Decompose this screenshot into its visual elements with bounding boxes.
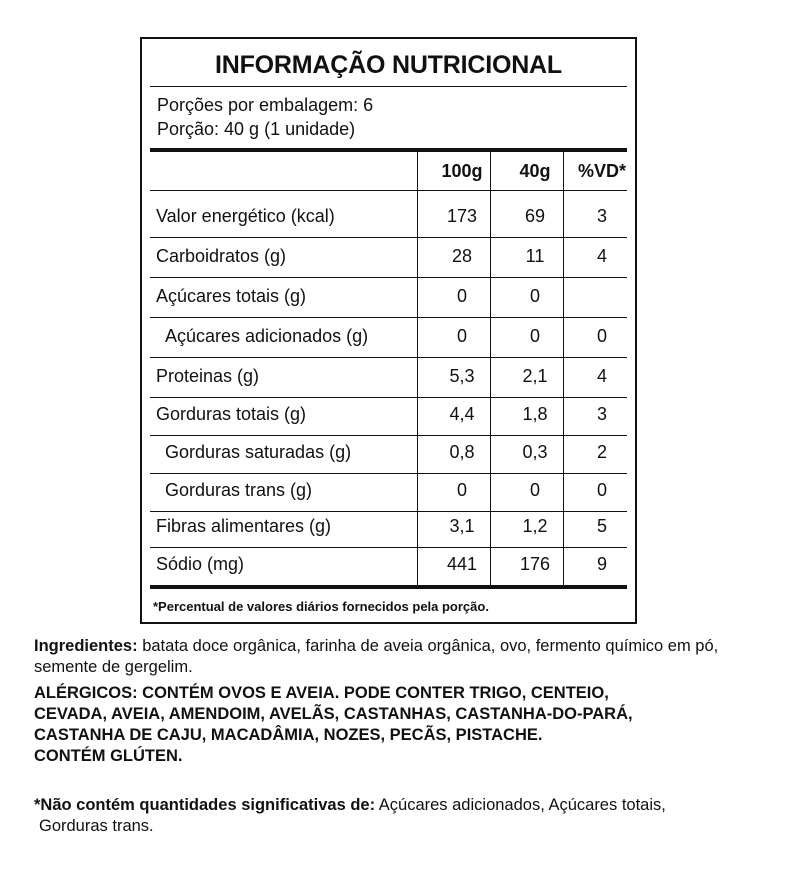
table-row [150,199,627,238]
column-header-vd: %VD* [577,161,626,181]
ingredients-label: Ingredientes: [34,637,138,655]
cell-vd: 4 [596,246,607,266]
table-header-row [150,152,627,191]
row-label: Valor energético (kcal) [156,206,335,226]
thick-divider-bottom [150,585,627,589]
nutrition-facts-panel [140,37,637,624]
cell-vd: 4 [596,366,607,386]
cell-vd: 3 [596,206,607,226]
cell-40g: 2,1 [522,366,548,386]
allergens-line: CEVADA, AVEIA, AMENDOIM, AVELÃS, CASTANHAS, CASTANHA-DO-PARÁ, [34,705,633,723]
row-label: Açúcares totais (g) [156,286,307,306]
table-row [150,279,627,318]
allergens-line: CONTÉM GLÚTEN. [34,747,183,765]
cell-vd: 9 [596,554,607,574]
cell-40g: 0 [529,326,540,346]
not-significant-label: *Não contém quantidades significativas de: [34,796,376,814]
cell-40g: 0,3 [522,442,548,462]
cell-40g: 69 [524,206,546,226]
cell-vd: 5 [596,516,607,536]
cell-vd: 3 [596,404,607,424]
serving-size: Porção: 40 g (1 unidade) [157,119,356,139]
row-label: Carboidratos (g) [156,246,287,266]
cell-100g: 0 [456,286,467,306]
table-row [150,239,627,278]
table-row [150,359,627,398]
table-row [150,435,627,474]
cell-40g: 1,2 [522,516,548,536]
table-row [150,473,627,512]
cell-vd: 0 [596,326,607,346]
cell-40g: 11 [525,246,545,266]
table-row [150,319,627,358]
servings-per-package: Porções por embalagem: 6 [157,95,374,115]
row-label: Açúcares adicionados (g) [165,326,369,346]
cell-100g: 5,3 [449,366,475,386]
cell-40g: 176 [519,554,551,574]
cell-100g: 0 [456,326,467,346]
row-label: Gorduras totais (g) [156,404,307,424]
cell-40g: 0 [529,286,540,306]
row-label: Gorduras trans (g) [165,480,313,500]
cell-100g: 441 [446,554,478,574]
not-significant-text-cont: Gorduras trans. [39,817,154,835]
column-header-40g: 40g [519,161,551,181]
row-label: Gorduras saturadas (g) [165,442,352,462]
cell-vd: 2 [596,442,607,462]
table-row [150,509,627,548]
ingredients-text: batata doce orgânica, farinha de aveia orgânica, ovo, fermento químico em pó, semente de gergelim. [34,637,719,676]
row-label: Proteinas (g) [156,366,260,386]
allergens-line: CASTANHA DE CAJU, MACADÂMIA, NOZES, PECÃS, PISTACHE. [34,726,543,744]
table-row [150,547,627,585]
title-divider [150,86,627,87]
panel-title: INFORMAÇÃO NUTRICIONAL [215,51,562,79]
cell-40g: 0 [529,480,540,500]
cell-40g: 1,8 [522,404,548,424]
cell-vd: 0 [596,480,607,500]
table-row [150,397,627,436]
cell-100g: 173 [446,206,478,226]
cell-100g: 4,4 [449,404,475,424]
row-label: Fibras alimentares (g) [156,516,332,536]
ingredients-paragraph [34,636,764,678]
cell-100g: 28 [451,246,473,266]
not-significant-note [34,795,764,837]
not-significant-text: Açúcares adicionados, Açúcares totais, [378,796,666,814]
cell-100g: 0,8 [449,442,475,462]
row-label: Sódio (mg) [156,554,245,574]
cell-100g: 0 [456,480,467,500]
daily-value-footnote: *Percentual de valores diários fornecidos pela porção. [153,599,489,614]
cell-100g: 3,1 [449,516,475,536]
allergens-line: ALÉRGICOS: CONTÉM OVOS E AVEIA. PODE CONTER TRIGO, CENTEIO, [34,684,609,702]
column-header-100g: 100g [441,161,483,181]
allergens-paragraph [34,683,764,767]
